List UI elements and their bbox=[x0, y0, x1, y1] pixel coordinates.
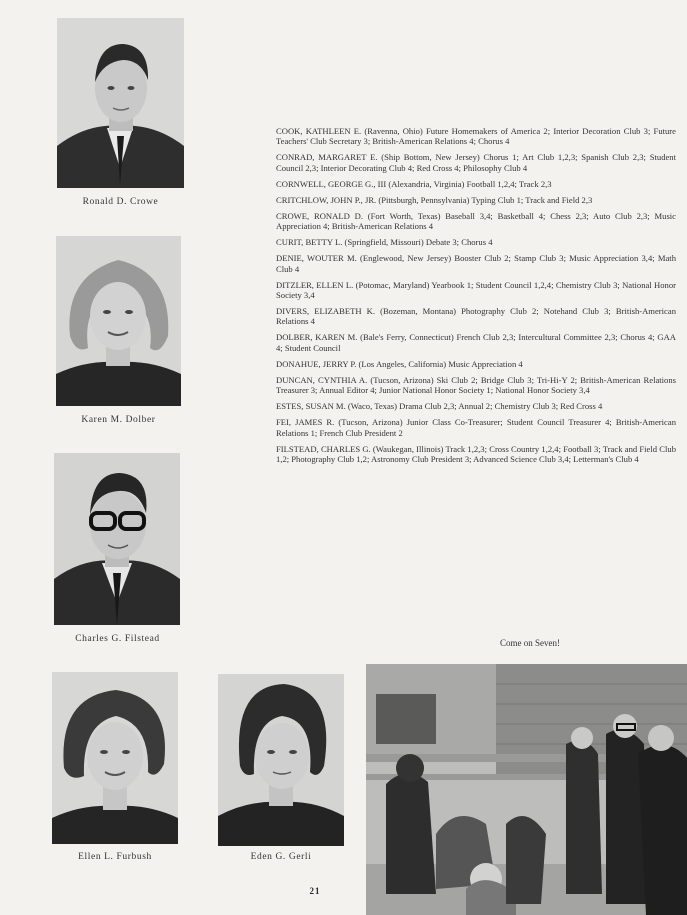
portrait-caption: Ellen L. Furbush bbox=[78, 852, 152, 862]
roster-entry: DONAHUE, JERRY P. (Los Angeles, California) Music Appreciation 4 bbox=[276, 358, 523, 369]
portrait-charles-filstead bbox=[54, 453, 180, 625]
roster-entry: FILSTEAD, CHARLES G. (Waukegan, Illinois) Track 1,2,3; Cross Country 1,2,4; Football 3; Track and Field Club 1,2; Photography Club 1,2; Astronomy Club President 3; Advanced Science Club 3,4; Letterman's Club 4 bbox=[276, 443, 676, 465]
roster-entry: CRITCHLOW, JOHN P., JR. (Pittsburgh, Pennsylvania) Typing Club 1; Track and Field 2,3 bbox=[276, 194, 593, 205]
portrait-ronald-crowe bbox=[57, 18, 184, 188]
roster-entry: CROWE, RONALD D. (Fort Worth, Texas) Baseball 3,4; Basketball 4; Chess 2,3; Auto Club 2,3; Music Appreciation 4; British-American Relations 4 bbox=[276, 210, 676, 232]
portrait-caption: Eden G. Gerli bbox=[250, 852, 312, 862]
roster-entry: COOK, KATHLEEN E. (Ravenna, Ohio) Future Homemakers of America 2; Interior Decoration Club 3; Future Teachers' Club Secretary 3; British-American Relations 4; Chorus 4 bbox=[276, 126, 676, 147]
roster-entry: FEI, JAMES R. (Tucson, Arizona) Junior Class Co-Treasurer; Student Council Treasurer 4; British-American Relations 1; French Club President 2 bbox=[276, 417, 676, 438]
roster-entry: CORNWELL, GEORGE G., III (Alexandria, Virginia) Football 1,2,4; Track 2,3 bbox=[276, 178, 552, 189]
roster-entry: DITZLER, ELLEN L. (Potomac, Maryland) Yearbook 1; Student Council 1,2,4; Chemistry Club 3; National Honor Society 3,4 bbox=[276, 279, 676, 301]
roster-entry: ESTES, SUSAN M. (Waco, Texas) Drama Club 2,3; Annual 2; Chemistry Club 3; Red Cross 4 bbox=[276, 401, 603, 412]
roster-entry: DOLBER, KAREN M. (Bale's Ferry, Connecticut) French Club 2,3; Intercultural Committee 2,3; Chorus 4; GAA 4; Student Council bbox=[276, 332, 676, 353]
roster-entry: CONRAD, MARGARET E. (Ship Bottom, New Jersey) Chorus 1; Art Club 1,2,3; Spanish Club 2,3; Student Council 2,3; Interior Decorating Club 4; Red Cross 4; Philosophy Club 4 bbox=[276, 152, 676, 173]
portrait-caption: Ronald D. Crowe bbox=[82, 197, 159, 207]
roster-entry: DIVERS, ELIZABETH K. (Bozeman, Montana) Photography Club 2; Notehand Club 3; British-American Relations 4 bbox=[276, 306, 676, 327]
senior-roster bbox=[276, 126, 676, 470]
candid-photo-caption: Come on Seven! bbox=[500, 638, 560, 648]
portrait-caption: Karen M. Dolber bbox=[81, 415, 156, 425]
portrait-ellen-furbush bbox=[52, 672, 178, 844]
candid-photo bbox=[366, 664, 687, 915]
portrait-caption: Charles G. Filstead bbox=[75, 634, 160, 644]
roster-entry: CURIT, BETTY L. (Springfield, Missouri) Debate 3; Chorus 4 bbox=[276, 237, 493, 248]
portrait-karen-dolber bbox=[56, 236, 181, 406]
roster-entry: DUNCAN, CYNTHIA A. (Tucson, Arizona) Ski Club 2; Bridge Club 3; Tri-Hi-Y 2; British-American Relations Treasurer 3; Annual Editor 4; Junior National Honor Society 1; National Honor Society 3,4 bbox=[276, 374, 676, 396]
roster-entry: DENIE, WOUTER M. (Englewood, New Jersey) Booster Club 2; Stamp Club 3; Music Appreciation 3,4; Math Club 4 bbox=[276, 253, 676, 274]
portrait-eden-gerli bbox=[218, 674, 344, 846]
page-number: 21 bbox=[309, 886, 321, 896]
